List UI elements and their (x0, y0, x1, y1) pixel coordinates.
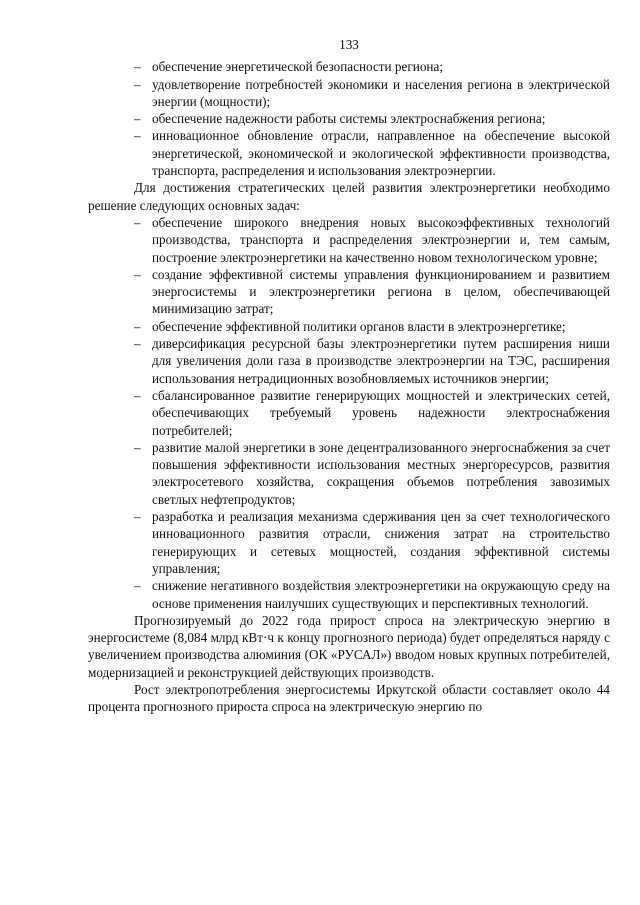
list-dash: – (134, 76, 141, 92)
list-dash: – (134, 578, 141, 594)
list-dash: – (134, 318, 141, 334)
list-item-text: удовлетворение потребностей экономики и населения региона в электрической энергии (мощности); (152, 76, 610, 109)
list-item-text: развитие малой энергетики в зоне децентрализованного энергоснабжения за счет повышения эффективности использования местных энергоресурсов, развития электросетевого хозяйства, сокращения объемов потребления завозимых светлых нефтепродуктов; (152, 439, 610, 507)
list-item (88, 110, 610, 127)
list-item (88, 76, 610, 111)
list-dash: – (134, 266, 141, 282)
list-item-text: диверсификация ресурсной базы электроэнергетики путем расширения ниши для увеличения доли газа в производстве электроэнергии на ТЭС, расширения использования нетрадиционных возобновляемых источников энергии; (152, 336, 610, 386)
page-number: 133 (339, 37, 359, 52)
list-dash: – (134, 439, 141, 455)
list-dash: – (134, 111, 141, 127)
list-item (88, 577, 610, 612)
paragraph-forecast: Прогнозируемый до 2022 года прирост спроса на электрическую энергию в энергосистеме (8,084 млрд кВт·ч к концу прогнозного периода) будет определяться наряду с увеличением производства алюминия (ОК «РУСАЛ») вводом новых крупных потребителей, модернизацией и реконструкцией действующих производств. (88, 612, 610, 680)
list-item (88, 58, 610, 75)
list-item-text: сбалансированное развитие генерирующих мощностей и электрических сетей, обеспечивающих требуемый уровень надежности электроснабжения потребителей; (152, 387, 610, 438)
list-dash: – (134, 59, 141, 75)
list-item (88, 439, 610, 508)
list-item (88, 387, 610, 439)
goals-list (88, 58, 610, 179)
document-page (88, 36, 610, 716)
list-item (88, 508, 610, 577)
list-dash: – (134, 128, 141, 144)
list-dash: – (134, 214, 141, 230)
list-item (88, 335, 610, 387)
list-item (88, 127, 610, 179)
list-item-text: обеспечение широкого внедрения новых высокоэффективных технологий производства, транспорта и распределения электроэнергии и, тем самым, построение электроэнергетики на качественно новом технологическом уровне; (152, 214, 610, 265)
list-item-text: создание эффективной системы управления функционированием и развитием энергосистемы и электроэнергетики региона в целом, обеспечивающей минимизацию затрат; (152, 266, 610, 317)
paragraph-growth: Рост электропотребления энергосистемы Иркутской области составляет около 44 процента прогнозного прироста спроса на электрическую энергию по (88, 681, 610, 715)
list-dash: – (134, 336, 141, 352)
list-item-text: обеспечение эффективной политики органов власти в электроэнергетике; (152, 318, 566, 334)
list-item (88, 266, 610, 318)
list-item (88, 214, 610, 266)
list-dash: – (134, 509, 141, 525)
list-item-text: инновационное обновление отрасли, направленное на обеспечение высокой энергетической, экономической и экологической эффективности производства, транспорта, распределения и использования электроэнергии. (152, 128, 610, 179)
list-item-text: снижение негативного воздействия электроэнергетики на окружающую среду на основе применения наилучших существующих и перспективных технологий. (152, 578, 610, 611)
paragraph-tasks-intro: Для достижения стратегических целей развития электроэнергетики необходимо решение следующих основных задач: (88, 180, 610, 213)
list-item (88, 318, 610, 335)
list-dash: – (134, 387, 141, 403)
list-item-text: разработка и реализация механизма сдерживания цен за счет технологического инновационного развития отрасли, снижения затрат на строительство генерирующих и сетевых мощностей, создания эффективной системы управления; (152, 509, 610, 576)
list-item-text: обеспечение энергетической безопасности региона; (152, 59, 443, 75)
list-item-text: обеспечение надежности работы системы электроснабжения региона; (152, 111, 546, 127)
tasks-list (88, 214, 610, 612)
